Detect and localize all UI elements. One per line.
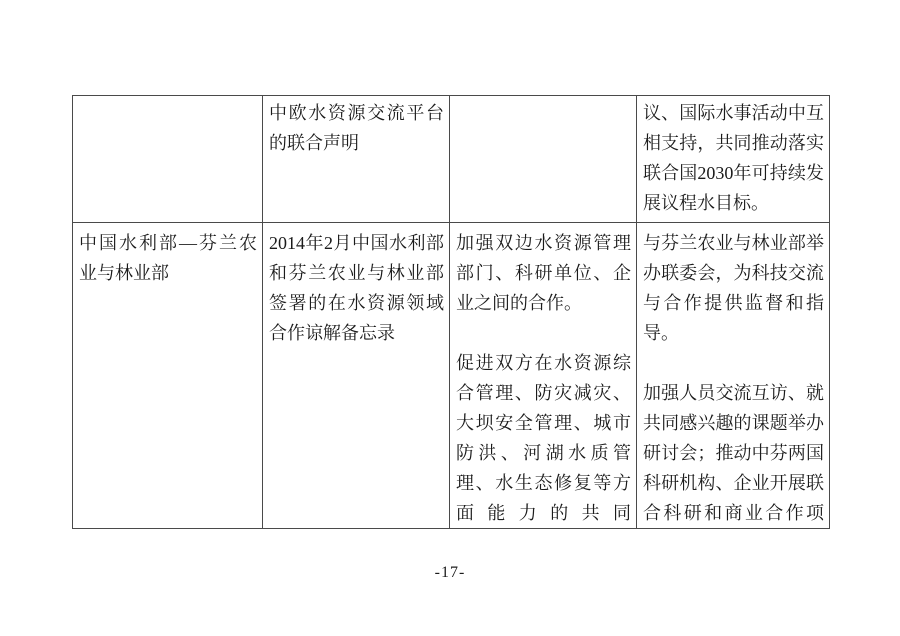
cell-paragraph: 促进双方在水资源综合管理、防灾减灾、大坝安全管理、城市防洪、河湖水质管理、水生态修复等方面能力的共同 (456, 353, 631, 523)
cell-mechanism (637, 223, 830, 529)
table-row-main (73, 223, 830, 529)
cell-paragraph: 加强人员交流互访、就共同感兴趣的课题举办研讨会；推动中芬两国科研机构、企业开展联合科研和商业合作项 (643, 383, 824, 523)
cell-paragraph: 与芬兰农业与林业部举办联委会，为科技交流与合作提供监督和指导。 (643, 233, 824, 343)
cell-paragraph: 中欧水资源交流平台的联合声明 (269, 103, 444, 153)
cell-agreement-title (263, 223, 450, 529)
cell-party-empty (73, 96, 263, 223)
cell-party-names (73, 223, 263, 529)
cell-mechanism-continued (637, 96, 830, 223)
cell-content-empty (450, 96, 637, 223)
cooperation-agreements-table (72, 95, 830, 529)
table-row-continued (73, 96, 830, 223)
cell-paragraph: 议、国际水事活动中互相支持，共同推动落实联合国2030年可持续发展议程水目标。 (643, 103, 824, 213)
cell-paragraph: 加强双边水资源管理部门、科研单位、企业之间的合作。 (456, 233, 631, 313)
cell-paragraph: 中国水利部—芬兰农业与林业部 (79, 233, 257, 283)
cell-paragraph: 2014年2月中国水利部和芬兰农业与林业部签署的在水资源领域合作谅解备忘录 (269, 233, 444, 343)
cell-agreement-title (263, 96, 450, 223)
page-number: -17- (434, 564, 466, 581)
cell-cooperation-content (450, 223, 637, 529)
